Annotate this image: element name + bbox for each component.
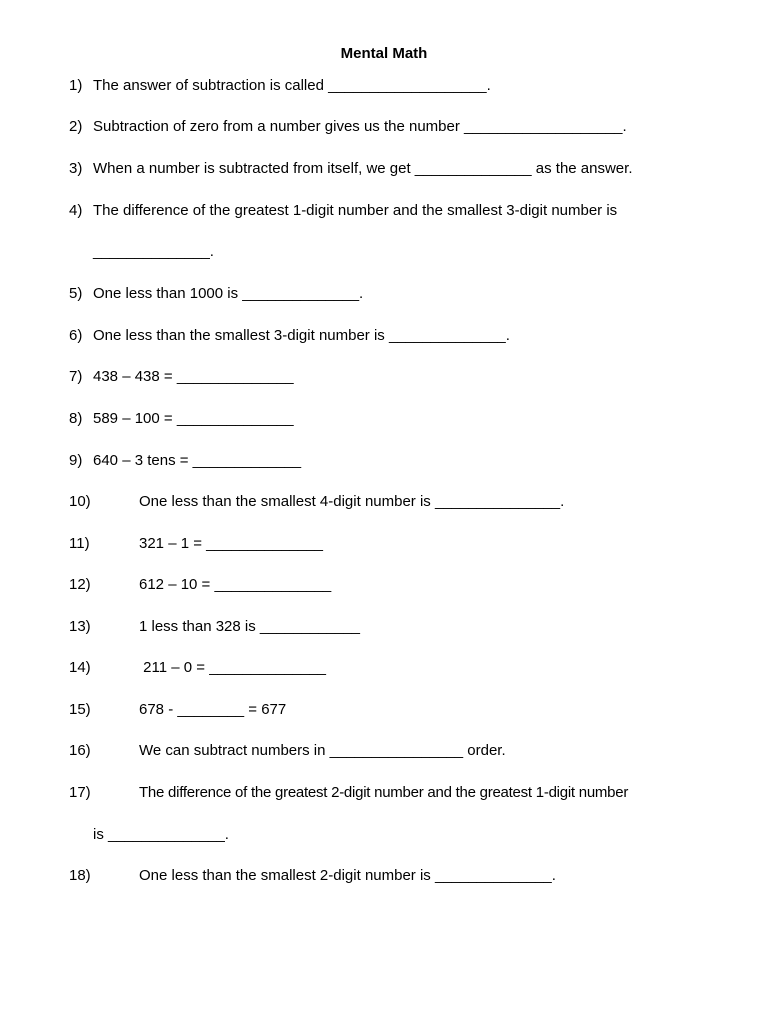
question-number: 6) [69, 327, 83, 344]
question-text: 1 less than 328 is ____________ [139, 618, 361, 635]
question-number: 3) [69, 160, 83, 177]
question-number: 15) [69, 701, 91, 718]
question-number: 12) [69, 576, 91, 593]
question-text: One less than the smallest 3-digit number is ______________. [93, 327, 510, 344]
question-continuation-text: is ______________. [93, 826, 229, 843]
question-text: One less than the smallest 4-digit number is _______________. [139, 493, 565, 510]
question-text: 678 - ________ = 677 [139, 701, 287, 718]
question-text: 589 – 100 = ______________ [93, 410, 294, 427]
question-text: When a number is subtracted from itself, we get ______________ as the answer. [93, 160, 633, 177]
question-number: 1) [69, 77, 83, 94]
question-text: The answer of subtraction is called ___________________. [93, 77, 491, 94]
question-text: 438 – 438 = ______________ [93, 368, 294, 385]
question-text: 612 – 10 = ______________ [139, 576, 332, 593]
question-text: We can subtract numbers in ________________ order. [139, 742, 506, 759]
question-text: One less than the smallest 2-digit number is ______________. [139, 867, 556, 884]
question-number: 4) [69, 202, 83, 219]
question-text: 640 – 3 tens = _____________ [93, 452, 302, 469]
question-number: 2) [69, 118, 83, 135]
question-text: The difference of the greatest 2-digit number and the greatest 1-digit number [139, 784, 629, 801]
question-number: 11) [69, 535, 90, 552]
question-number: 18) [69, 867, 91, 884]
question-text: Subtraction of zero from a number gives us the number ___________________. [93, 118, 627, 135]
worksheet-title: Mental Math [340, 45, 428, 62]
question-number: 9) [69, 452, 83, 469]
question-number: 10) [69, 493, 91, 510]
question-number: 13) [69, 618, 91, 635]
question-number: 17) [69, 784, 91, 801]
question-text: 321 – 1 = ______________ [139, 535, 323, 552]
question-number: 8) [69, 410, 83, 427]
question-text: One less than 1000 is ______________. [93, 285, 364, 302]
question-text: The difference of the greatest 1-digit number and the smallest 3-digit number is [93, 202, 618, 219]
question-continuation-text: ______________. [93, 243, 214, 260]
question-number: 7) [69, 368, 83, 385]
question-number: 16) [69, 742, 91, 759]
question-number: 5) [69, 285, 83, 302]
question-number: 14) [69, 659, 91, 676]
question-text: 211 – 0 = ______________ [139, 659, 326, 676]
